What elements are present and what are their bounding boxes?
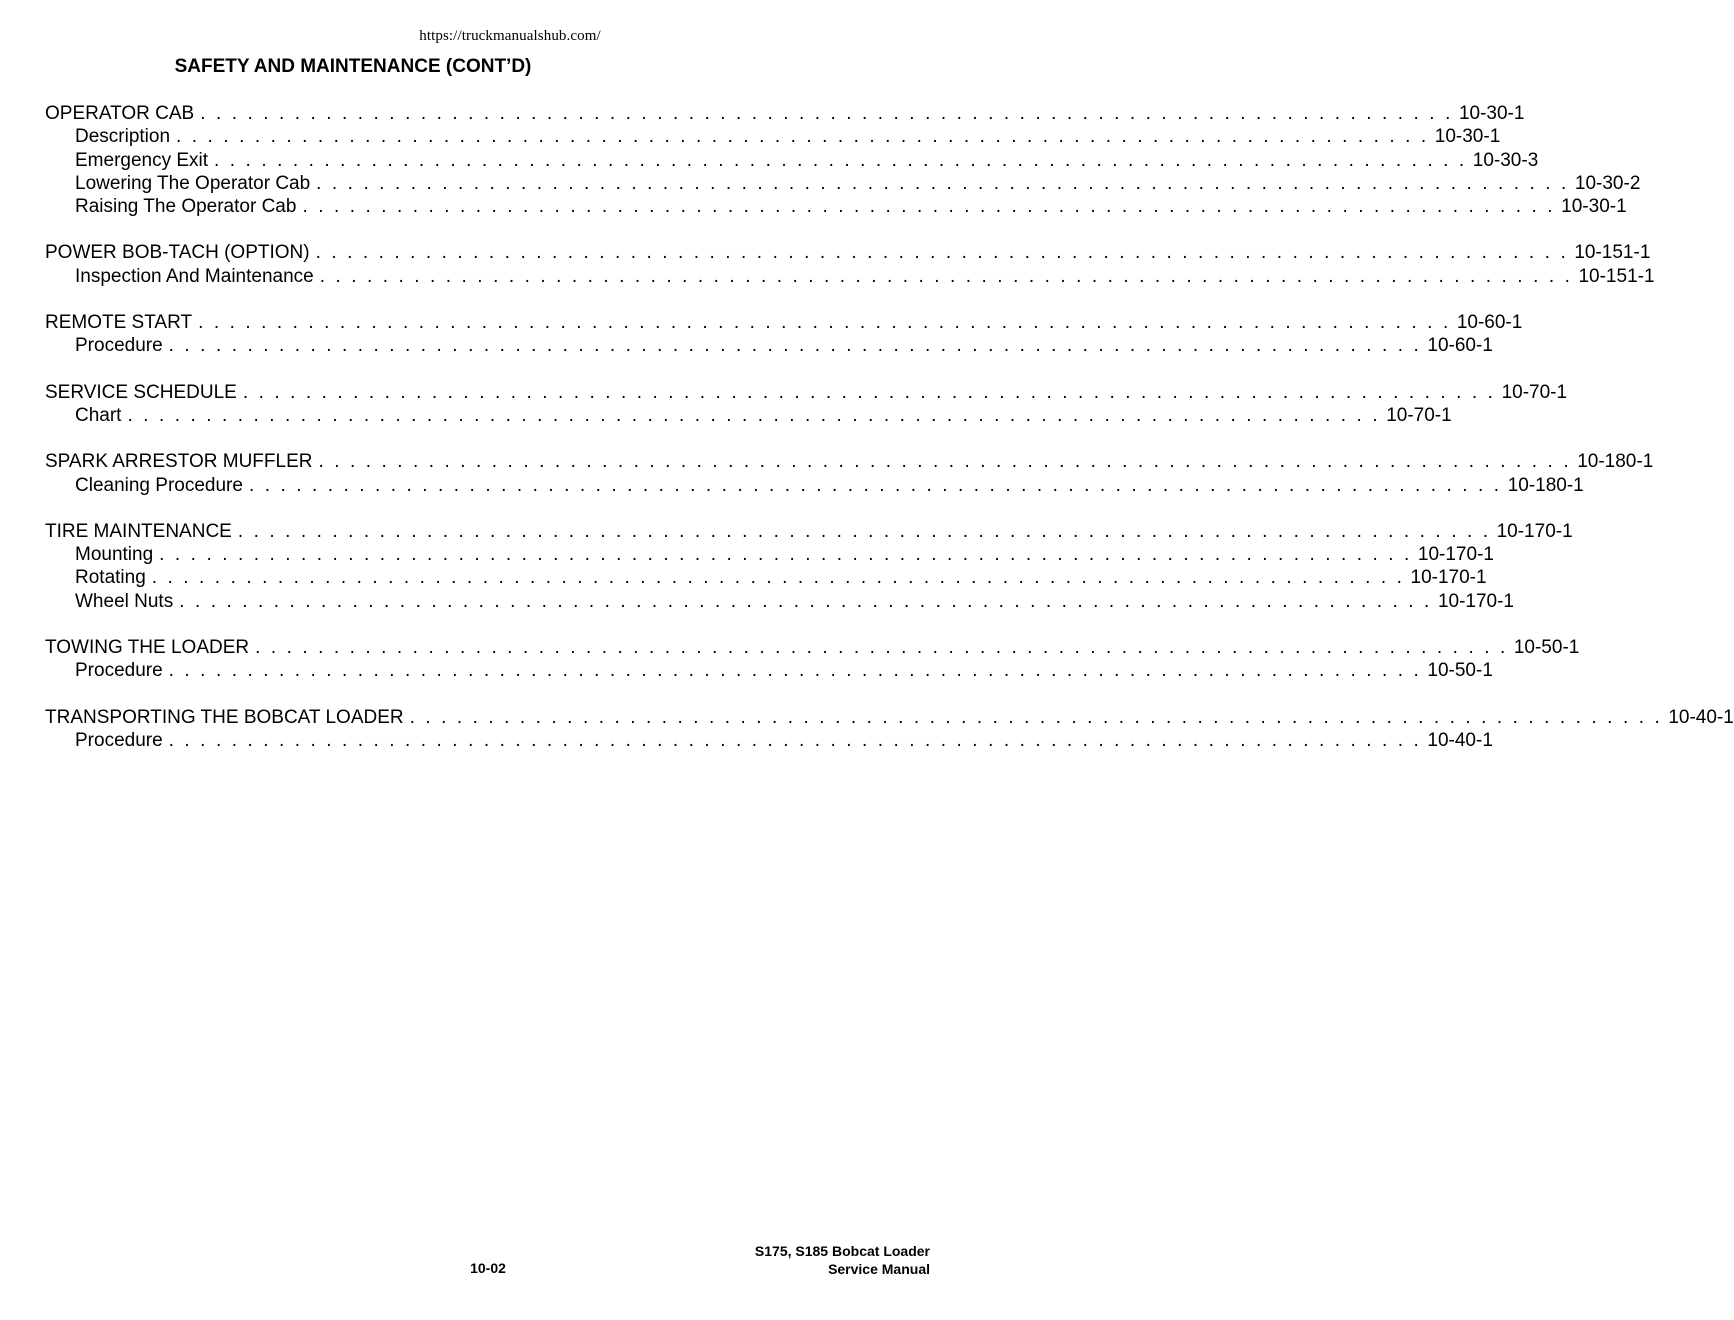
toc-heading: TIRE MAINTENANCE — [45, 520, 232, 542]
dot-leader: . . . . . . . . . . . . . . . . . . . . . . . . . . . . . . . . . . . . . . . . . . . . . . . . . . . . . . . . . . . . . . . . . . . . . . . . . . . . . . . . — [319, 265, 1573, 287]
toc-heading: SERVICE SCHEDULE — [45, 381, 237, 403]
toc-subentry — [45, 474, 1584, 497]
toc-page: 10-30-1 — [1434, 126, 1501, 148]
toc-sublabel: Wheel Nuts — [75, 590, 174, 612]
toc-sublabel: Procedure — [75, 335, 163, 357]
footer-manual-line2: Service Manual — [828, 1261, 930, 1277]
toc-sublabel: Chart — [75, 404, 122, 426]
toc-sublabel: Emergency Exit — [75, 149, 209, 171]
toc-page: 10-70-1 — [1501, 381, 1568, 403]
toc-page: 10-170-1 — [1410, 567, 1487, 589]
toc-sublabel: Procedure — [75, 660, 163, 682]
toc-page: 10-70-1 — [1386, 404, 1452, 426]
dot-leader: . . . . . . . . . . . . . . . . . . . . . . . . . . . . . . . . . . . . . . . . . . . . . . . . . . . . . . . . . . . . . . . . . . . . . . . . . . . . . . . . — [168, 660, 1422, 682]
toc-sublabel: Rotating — [75, 567, 146, 589]
toc-page: 10-30-1 — [1458, 103, 1525, 124]
toc-section-spark-arrestor — [45, 450, 1654, 497]
toc-page: 10-151-1 — [1578, 265, 1655, 287]
toc-section-operator-cab — [45, 102, 1641, 218]
toc-page: 10-50-1 — [1513, 637, 1580, 659]
dot-leader: . . . . . . . . . . . . . . . . . . . . . . . . . . . . . . . . . . . . . . . . . . . . . . . . . . . . . . . . . . . . . . . . . . . . . . . . . . . . . . . . — [168, 729, 1422, 751]
dot-leader: . . . . . . . . . . . . . . . . . . . . . . . . . . . . . . . . . . . . . . . . . . . . . . . . . . . . . . . . . . . . . . . . . . . . . . . . . . . . . . . . — [151, 567, 1405, 589]
toc-subentry — [45, 590, 1514, 613]
toc-sublabel: Procedure — [75, 729, 163, 751]
dot-leader: . . . . . . . . . . . . . . . . . . . . . . . . . . . . . . . . . . . . . . . . . . . . . . . . . . . . . . . . . . . . . . . . . . . . . . . . . . . . . . . . — [237, 520, 1491, 542]
toc-page: 10-60-1 — [1456, 312, 1523, 334]
dot-leader: . . . . . . . . . . . . . . . . . . . . . . . . . . . . . . . . . . . . . . . . . . . . . . . . . . . . . . . . . . . . . . . . . . . . . . . . . . . . . . . . — [127, 404, 1381, 426]
toc-subentry — [45, 729, 1493, 752]
toc-sublabel: Mounting — [75, 544, 154, 566]
toc-section-towing — [45, 636, 1580, 683]
table-of-contents — [45, 102, 1734, 775]
toc-section-remote-start — [45, 311, 1523, 358]
toc-section-power-bob-tach — [45, 241, 1655, 288]
toc-subentry — [45, 543, 1494, 566]
toc-subentry — [45, 334, 1493, 357]
dot-leader: . . . . . . . . . . . . . . . . . . . . . . . . . . . . . . . . . . . . . . . . . . . . . . . . . . . . . . . . . . . . . . . . . . . . . . . . . . . . . . . . — [248, 474, 1502, 496]
toc-page: 10-170-1 — [1437, 590, 1514, 612]
page-title: SAFETY AND MAINTENANCE (CONT’D) — [174, 56, 532, 77]
toc-section-tire-maintenance — [45, 520, 1573, 613]
dot-leader: . . . . . . . . . . . . . . . . . . . . . . . . . . . . . . . . . . . . . . . . . . . . . . . . . . . . . . . . . . . . . . . . . . . . . . . . . . . . . . . . — [316, 172, 1569, 194]
toc-heading: OPERATOR CAB — [45, 103, 195, 124]
toc-section-service-schedule — [45, 381, 1568, 428]
toc-subentry — [45, 149, 1539, 172]
toc-subentry — [45, 566, 1487, 589]
toc-sublabel: Raising The Operator Cab — [75, 196, 297, 218]
dot-leader: . . . . . . . . . . . . . . . . . . . . . . . . . . . . . . . . . . . . . . . . . . . . . . . . . . . . . . . . . . . . . . . . . . . . . . . . . . . . . . . . — [198, 312, 1451, 334]
toc-subentry — [45, 195, 1627, 218]
toc-sublabel: Inspection And Maintenance — [75, 265, 314, 287]
toc-entry — [45, 520, 1573, 543]
toc-subentry — [45, 265, 1655, 288]
dot-leader: . . . . . . . . . . . . . . . . . . . . . . . . . . . . . . . . . . . . . . . . . . . . . . . . . . . . . . . . . . . . . . . . . . . . . . . . . . . . . . . . — [302, 196, 1556, 218]
dot-leader: . . . . . . . . . . . . . . . . . . . . . . . . . . . . . . . . . . . . . . . . . . . . . . . . . . . . . . . . . . . . . . . . . . . . . . . . . . . . . . . . — [315, 242, 1569, 264]
toc-subentry — [45, 125, 1501, 148]
toc-page: 10-170-1 — [1417, 544, 1494, 566]
toc-page: 10-30-1 — [1561, 196, 1627, 218]
toc-page: 10-30-2 — [1574, 172, 1641, 194]
toc-entry — [45, 381, 1568, 404]
toc-section-transporting — [45, 706, 1734, 753]
dot-leader: . . . . . . . . . . . . . . . . . . . . . . . . . . . . . . . . . . . . . . . . . . . . . . . . . . . . . . . . . . . . . . . . . . . . . . . . . . . . . . . . — [409, 706, 1663, 728]
toc-page: 10-151-1 — [1574, 242, 1651, 264]
toc-page: 10-50-1 — [1427, 660, 1493, 682]
dot-leader: . . . . . . . . . . . . . . . . . . . . . . . . . . . . . . . . . . . . . . . . . . . . . . . . . . . . . . . . . . . . . . . . . . . . . . . . . . . . . . . . — [200, 103, 1453, 124]
dot-leader: . . . . . . . . . . . . . . . . . . . . . . . . . . . . . . . . . . . . . . . . . . . . . . . . . . . . . . . . . . . . . . . . . . . . . . . . . . . . . . . . — [214, 149, 1467, 171]
footer-manual-line1: S175, S185 Bobcat Loader — [754, 1243, 930, 1259]
dot-leader: . . . . . . . . . . . . . . . . . . . . . . . . . . . . . . . . . . . . . . . . . . . . . . . . . . . . . . . . . . . . . . . . . . . . . . . . . . . . . . . . — [159, 544, 1412, 566]
toc-page: 10-40-1 — [1427, 729, 1493, 751]
toc-heading: TRANSPORTING THE BOBCAT LOADER — [45, 706, 404, 728]
footer-manual-title — [755, 1242, 930, 1278]
toc-page: 10-30-3 — [1472, 149, 1539, 171]
toc-entry — [45, 102, 1525, 125]
toc-heading: SPARK ARRESTOR MUFFLER — [45, 451, 313, 473]
toc-entry — [45, 706, 1734, 729]
dot-leader: . . . . . . . . . . . . . . . . . . . . . . . . . . . . . . . . . . . . . . . . . . . . . . . . . . . . . . . . . . . . . . . . . . . . . . . . . . . . . . . . — [242, 381, 1496, 403]
toc-page: 10-60-1 — [1427, 335, 1493, 357]
toc-subentry — [45, 659, 1493, 682]
footer-page-number: 10-02 — [470, 1260, 506, 1276]
toc-entry — [45, 450, 1654, 473]
dot-leader: . . . . . . . . . . . . . . . . . . . . . . . . . . . . . . . . . . . . . . . . . . . . . . . . . . . . . . . . . . . . . . . . . . . . . . . . . . . . . . . . — [168, 335, 1422, 357]
toc-entry — [45, 636, 1580, 659]
toc-subentry — [45, 404, 1452, 427]
toc-heading: REMOTE START — [45, 312, 193, 334]
toc-page: 10-170-1 — [1496, 520, 1573, 542]
dot-leader: . . . . . . . . . . . . . . . . . . . . . . . . . . . . . . . . . . . . . . . . . . . . . . . . . . . . . . . . . . . . . . . . . . . . . . . . . . . . . . . . — [255, 637, 1508, 659]
dot-leader: . . . . . . . . . . . . . . . . . . . . . . . . . . . . . . . . . . . . . . . . . . . . . . . . . . . . . . . . . . . . . . . . . . . . . . . . . . . . . . . . — [179, 590, 1432, 612]
toc-page: 10-180-1 — [1507, 474, 1584, 496]
toc-heading: TOWING THE LOADER — [45, 637, 250, 659]
dot-leader: . . . . . . . . . . . . . . . . . . . . . . . . . . . . . . . . . . . . . . . . . . . . . . . . . . . . . . . . . . . . . . . . . . . . . . . . . . . . . . . . — [318, 451, 1572, 473]
toc-sublabel: Lowering The Operator Cab — [75, 172, 311, 194]
source-url: https://truckmanualshub.com/ — [419, 28, 601, 44]
toc-subentry — [45, 172, 1641, 195]
toc-heading: POWER BOB-TACH (OPTION) — [45, 242, 310, 264]
toc-page: 10-180-1 — [1577, 451, 1654, 473]
toc-entry — [45, 241, 1651, 264]
toc-page: 10-40-1 — [1668, 706, 1734, 728]
dot-leader: . . . . . . . . . . . . . . . . . . . . . . . . . . . . . . . . . . . . . . . . . . . . . . . . . . . . . . . . . . . . . . . . . . . . . . . . . . . . . . . . — [176, 126, 1429, 148]
toc-entry — [45, 311, 1523, 334]
toc-sublabel: Cleaning Procedure — [75, 474, 243, 496]
toc-sublabel: Description — [75, 126, 171, 148]
